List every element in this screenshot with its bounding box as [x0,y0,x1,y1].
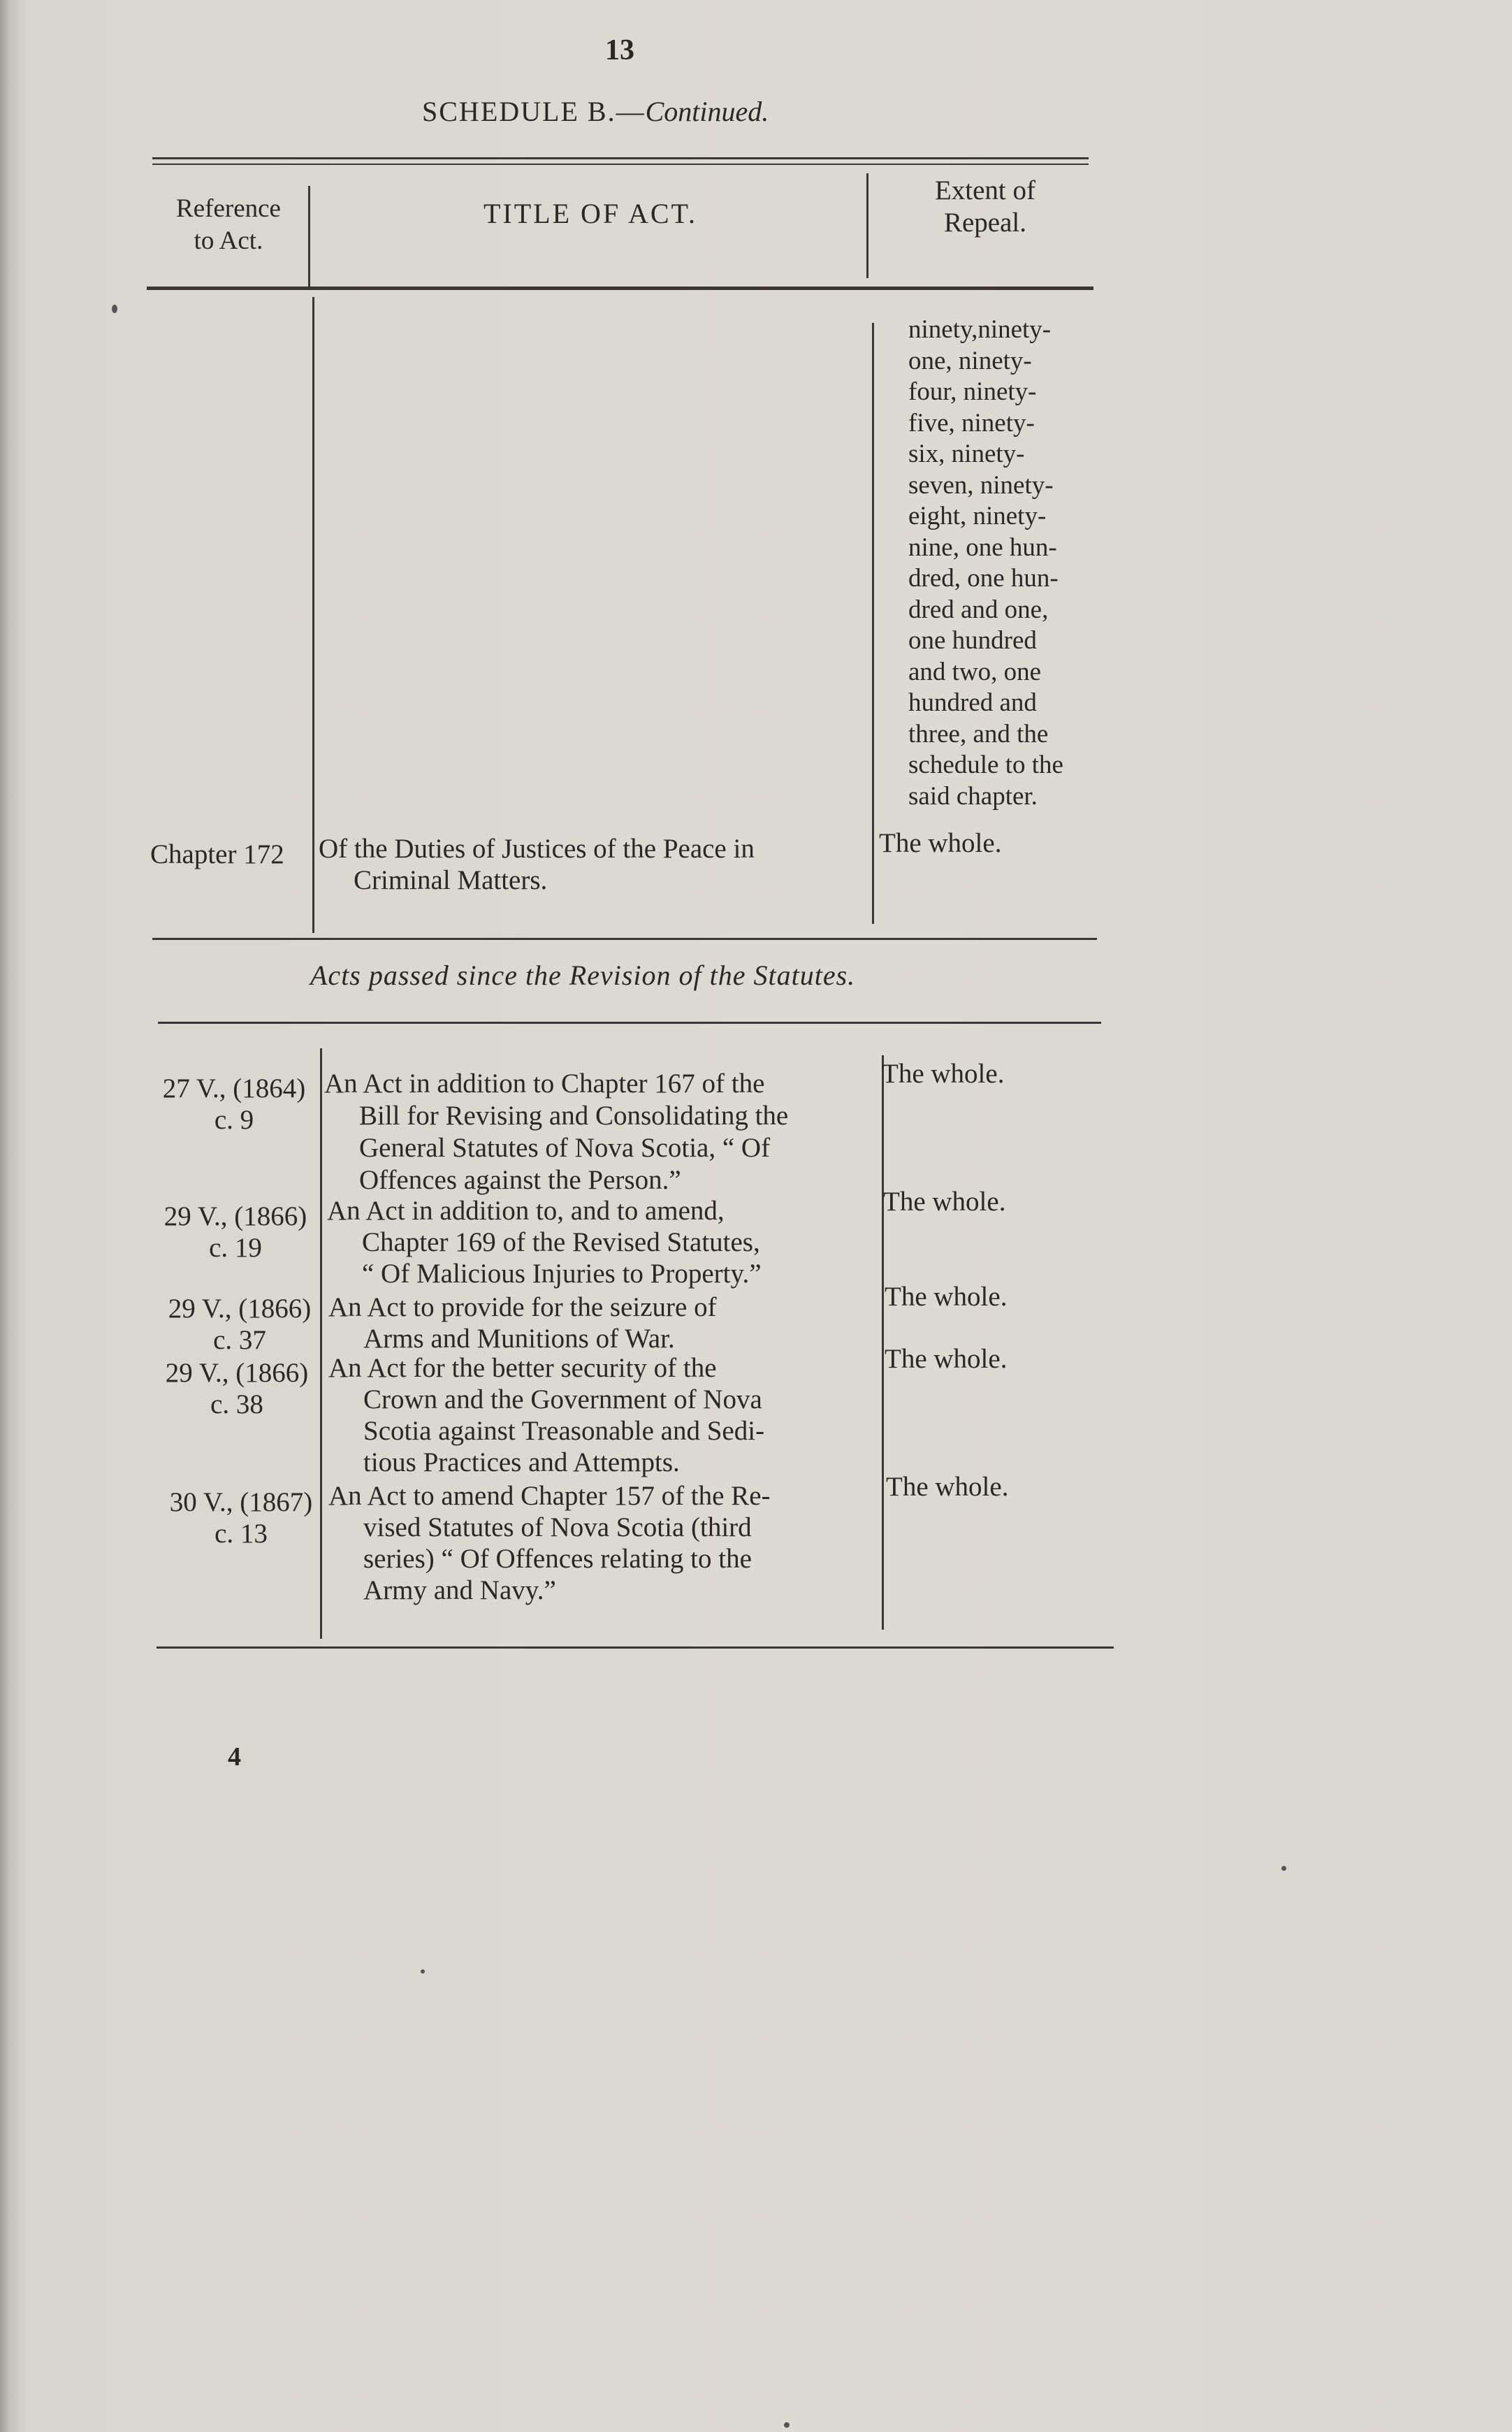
title-line: General Statutes of Nova Scotia, “ Of [359,1133,771,1163]
header-divider-right [866,173,868,278]
title-line: Crown and the Government of Nova [363,1384,762,1414]
act-extent: The whole. [883,1187,1006,1217]
header-bottom-rule [147,287,1093,290]
header-extent-line2: Repeal. [943,208,1027,238]
ref-line: c. 19 [209,1233,262,1263]
title-line: Of the Duties of Justices of the Peace in [319,834,755,864]
title-line: An Act in addition to, and to amend, [327,1196,725,1226]
paper-speck [1281,1866,1286,1871]
header-reference-line2: to Act. [194,226,263,255]
header-reference [148,193,309,257]
extent-line: four, ninety- [908,377,1037,406]
body-divider-right-lower [882,1055,884,1630]
body-divider-right-upper [872,323,874,924]
header-title: TITLE OF ACT. [483,198,697,229]
act-ref [152,1293,327,1356]
title-line: Criminal Matters. [354,865,548,895]
chapter172-ref: Chapter 172 [150,839,284,869]
ref-line: c. 38 [210,1389,263,1419]
extent-line: three, and the [908,719,1049,748]
header-divider-left [308,186,310,287]
act-ref [147,1073,321,1136]
paper-speck [784,2422,790,2428]
ref-line: c. 9 [214,1105,254,1135]
act-ref [148,1201,323,1264]
extent-line: schedule to the [908,751,1063,779]
extent-line: seven, ninety- [908,470,1054,500]
extent-line: ninety,ninety- [908,315,1052,344]
paper-speck [112,305,117,313]
signature-mark: 4 [228,1742,241,1772]
title-line: Offences against the Person.” [359,1165,681,1195]
extent-line: eight, ninety- [908,502,1047,530]
act-ref [154,1486,328,1549]
header-extent [870,175,1100,239]
extent-line: one hundred [908,626,1037,655]
extent-line: hundred and [908,688,1037,717]
paper-speck [421,1969,425,1974]
top-rule-1 [152,157,1089,159]
act-extent: The whole. [885,1282,1008,1312]
title-line: An Act for the better security of the [328,1353,717,1383]
header-extent-line1: Extent of [934,175,1036,205]
title-line: “ Of Malicious Injuries to Property.” [362,1259,762,1289]
title-line: Army and Navy.” [363,1575,556,1605]
extent-line: dred and one, [908,595,1049,624]
act-extent: The whole. [882,1059,1005,1089]
act-extent: The whole. [886,1472,1009,1502]
act-title [327,1195,762,1289]
title-line: Chapter 169 of the Revised Statutes, [362,1227,760,1257]
title-line: An Act to amend Chapter 157 of the Re- [328,1481,771,1511]
extent-line: said chapter. [908,781,1038,811]
body-divider-left-upper [312,297,314,933]
carryover-extent [908,314,1104,812]
act-title [328,1352,764,1478]
section-top-rule [152,938,1097,940]
chapter172-title [319,833,755,896]
ref-line: 30 V., (1867) [169,1487,313,1517]
extent-line: nine, one hun- [908,533,1057,562]
ref-line: c. 37 [213,1325,266,1355]
section-heading: Acts passed since the Revision of the Statutes. [310,960,856,991]
title-line: Scotia against Treasonable and Sedi- [363,1416,765,1446]
title-line: series) “ Of Offences relating to the [363,1544,752,1574]
title-line: Bill for Revising and Consolidating the [359,1101,789,1131]
act-ref [150,1357,324,1420]
ref-line: 29 V., (1866) [163,1201,307,1231]
top-rule-2 [152,164,1089,165]
title-line: tious Practices and Attempts. [363,1447,680,1477]
extent-line: six, ninety- [908,440,1025,468]
section-bottom-rule [158,1022,1101,1024]
schedule-title [422,95,769,128]
act-extent: The whole. [885,1344,1008,1374]
table-bottom-rule [157,1646,1114,1649]
ref-line: 29 V., (1866) [168,1294,312,1324]
chapter172-extent: The whole. [879,828,1002,858]
title-line: An Act to provide for the seizure of [328,1292,717,1322]
title-line: An Act in addition to Chapter 167 of the [324,1069,765,1099]
schedule-continued: Continued. [645,96,769,127]
act-title [324,1068,788,1196]
ref-line: 29 V., (1866) [165,1358,309,1388]
extent-line: one, ninety- [908,346,1032,375]
ref-line: c. 13 [215,1519,268,1549]
ref-line: 27 V., (1864) [162,1073,306,1103]
schedule-title-main: SCHEDULE B.— [422,96,646,127]
extent-line: dred, one hun- [908,564,1059,593]
title-line: vised Statutes of Nova Scotia (third [363,1512,752,1542]
act-title [328,1480,771,1606]
header-reference-line1: Reference [176,194,281,223]
extent-line: and two, one [908,657,1042,686]
title-line: Arms and Munitions of War. [363,1324,675,1354]
act-title [328,1291,717,1354]
page-number: 13 [605,34,634,66]
extent-line: five, ninety- [908,408,1035,437]
